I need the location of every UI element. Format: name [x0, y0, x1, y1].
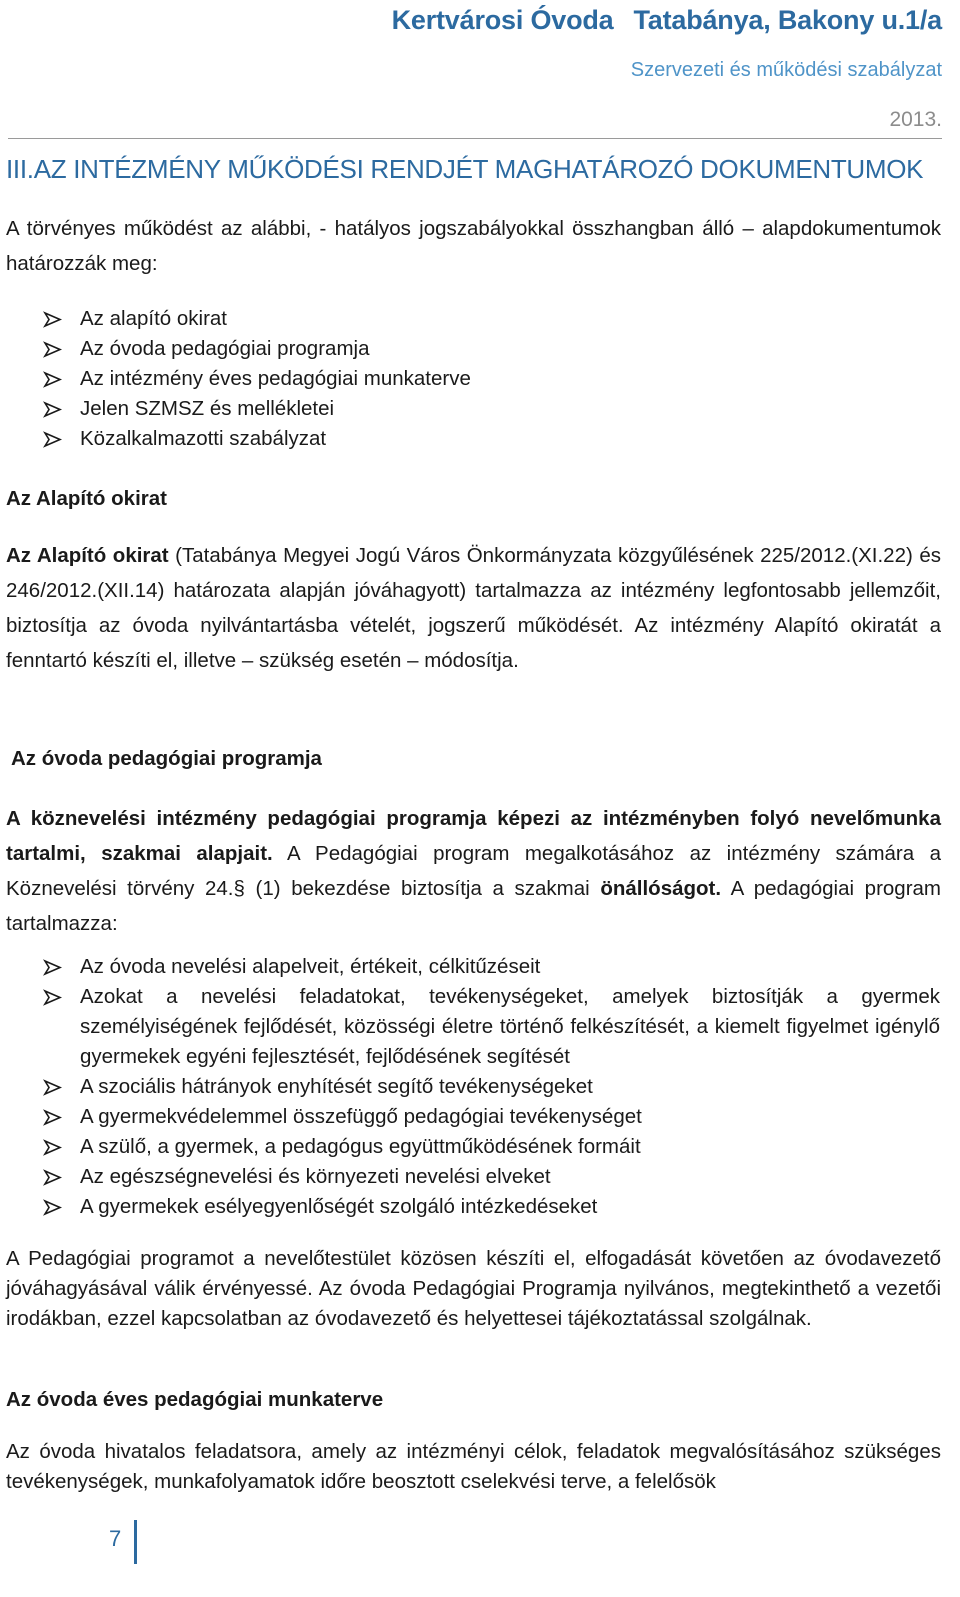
chapter-title: III.AZ INTÉZMÉNY MŰKÖDÉSI RENDJÉT MAGHATÁROZÓ DOKUMENTUMOK [6, 154, 924, 184]
arrow-bullet-icon [40, 982, 68, 1012]
list-item: Az óvoda pedagógiai programja [40, 334, 940, 364]
arrow-bullet-icon [40, 424, 68, 454]
arrow-bullet-icon [40, 364, 68, 394]
header-divider [8, 138, 942, 139]
list-item: A gyermekvédelemmel összefüggő pedagógiai tevékenységet [40, 1102, 940, 1132]
list-item: A gyermekek esélyegyenlőségét szolgáló intézkedéseket [40, 1192, 940, 1222]
section-heading-munkaterv: Az óvoda éves pedagógiai munkaterve [6, 1388, 384, 1411]
section-heading-alapito: Az Alapító okirat [6, 487, 167, 510]
list-item: A szociális hátrányok enyhítését segítő tevékenységeket [40, 1072, 940, 1102]
list-item: Azokat a nevelési feladatokat, tevékenységeket, amelyek biztosítják a gyermek személyiségének fejlődését, közösségi életre történő felkészítését, a kiemelt figyelmet igénylő gyermekek egyéni fejlesztését, fejlődésének segítését [40, 982, 940, 1072]
list-item: A szülő, a gyermek, a pedagógus együttműködésének formáit [40, 1132, 940, 1162]
intro-paragraph: A törvényes működést az alábbi, - hatályos jogszabályokkal összhangban álló – alapdokumentumok határozzák meg: [6, 217, 941, 275]
arrow-bullet-icon [40, 1102, 68, 1132]
list-item: Az alapító okirat [40, 304, 940, 334]
header-title-address: Tatabánya, Bakony u.1/a [633, 5, 942, 35]
page-number: 7 [109, 1526, 122, 1551]
alapito-paragraph: Az Alapító okirat (Tatabánya Megyei Jogú Város Önkormányzata közgyűlésének 225/2012.(XI.22) és 246/2012.(XII.14) határozata alapján jóváhagyott) tartalmazza az intézmény legfontosabb jellemzőit, biztosítja az óvoda nyilvántartásba vételét, jogszerű működését. Az intézmény Alapító okiratát a fenntartó készíti el, illetve – szükség esetén – módosítja. [6, 544, 941, 672]
footer-accent-bar [134, 1520, 137, 1564]
header-title-school: Kertvárosi Óvoda [391, 5, 614, 35]
documents-list [40, 304, 940, 454]
arrow-bullet-icon [40, 394, 68, 424]
program-contents-list [40, 952, 940, 1222]
list-item: Az egészségnevelési és környezeti nevelési elveket [40, 1162, 940, 1192]
program-closing-paragraph: A Pedagógiai programot a nevelőtestület közösen készíti el, elfogadását követően az óvodavezető jóváhagyásával válik érvényessé. Az óvoda Pedagógiai Programja nyilvános, megtekinthető a vezetői irodákban, ezzel kapcsolatban az óvodavezető és helyettesei tájékoztatással szolgálnak. [6, 1247, 941, 1330]
header-title [392, 5, 942, 36]
list-item: Az intézmény éves pedagógiai munkaterve [40, 364, 940, 394]
arrow-bullet-icon [40, 1192, 68, 1222]
list-item: Jelen SZMSZ és mellékletei [40, 394, 940, 424]
header-subtitle: Szervezeti és működési szabályzat [630, 59, 942, 81]
arrow-bullet-icon [40, 304, 68, 334]
header-year: 2013. [889, 108, 942, 131]
arrow-bullet-icon [40, 952, 68, 982]
munkaterv-paragraph: Az óvoda hivatalos feladatsora, amely az intézményi célok, feladatok megvalósításához szükséges tevékenységek, munkafolyamatok időre beosztott cselekvési terve, a felelősök [6, 1440, 941, 1493]
arrow-bullet-icon [40, 1072, 68, 1102]
program-paragraph: A köznevelési intézmény pedagógiai programja képezi az intézményben folyó nevelőmunka tartalmi, szakmai alapjait. A Pedagógiai program megalkotásához az intézmény számára a Köznevelési törvény 24.§ (1) bekezdése biztosítja a szakmai önállóságot. A pedagógiai program tartalmazza: [6, 807, 942, 935]
arrow-bullet-icon [40, 1132, 68, 1162]
section-heading-program: Az óvoda pedagógiai programja [11, 747, 322, 770]
list-item: Közalkalmazotti szabályzat [40, 424, 940, 454]
list-item: Az óvoda nevelési alapelveit, értékeit, célkitűzéseit [40, 952, 940, 982]
arrow-bullet-icon [40, 334, 68, 364]
arrow-bullet-icon [40, 1162, 68, 1192]
